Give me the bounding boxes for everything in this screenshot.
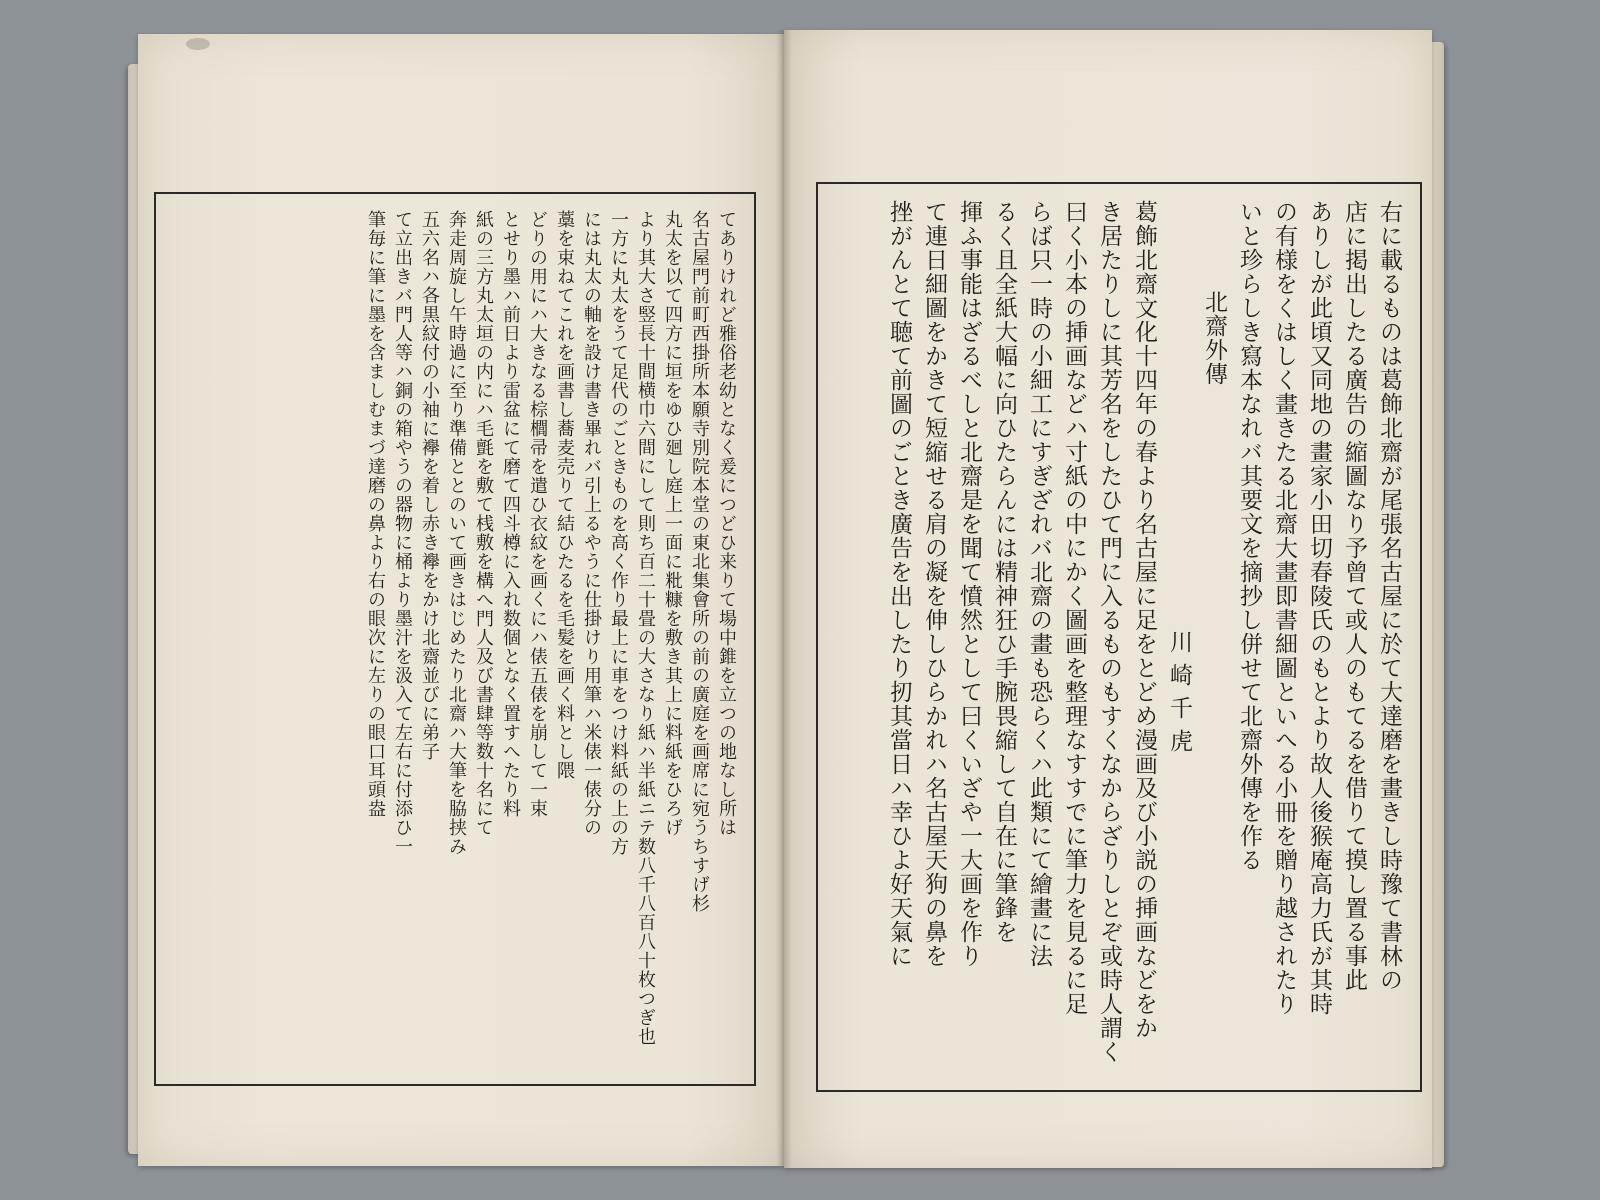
author-name: 川崎千虎 xyxy=(1166,630,1192,762)
text-column: いと珍らしき寫本なれバ其要文を摘抄し併せて北齋外傳を作る xyxy=(1236,200,1262,872)
book-gutter xyxy=(776,30,792,1168)
text-column: らば只一時の小細工にすぎざれバ北齋の畫も恐らくハ此類にて繪畫に法 xyxy=(1026,200,1052,968)
text-column: て立出きバ門人等ハ銅の箱やうの器物に桶より墨汁を汲入て左右に付添ひ一 xyxy=(392,210,413,856)
text-column: 藁を束ねてこれを画書し蕎麦売りて結ひたるを毛髪を画く料とし隈 xyxy=(554,210,575,780)
text-column: とせり墨ハ前日より雷盆にて磨て四斗樽に入れ数個となく置すへたり料 xyxy=(500,210,521,818)
text-column: 五六名ハ各黒紋付の小袖に襷を着し赤き襷をかけ北齋並びに弟子 xyxy=(419,210,440,761)
text-column: てありけれど雅俗老幼となく爰につどひ来りて場中錐を立つの地なし所は xyxy=(716,210,737,837)
text-column: より其大さ竪長十間横巾六間にして則ち百二十畳の大さなり紙ハ半紙ニテ数八千八百八十枚つぎ也 xyxy=(635,210,656,1046)
text-column: の有様をくはしく畫きたる北齋大畫即書細圖といへる小冊を贈り越されたり xyxy=(1271,200,1297,1016)
text-column: 名古屋門前町西掛所本願寺別院本堂の東北集會所の前の廣庭を画席に宛うちすげ杉 xyxy=(689,210,710,913)
text-column: て連日細圖をかきて短縮せる肩の凝を伸しひらかれハ名古屋天狗の鼻を xyxy=(921,200,947,968)
text-column: 曰く小本の挿画などハ寸紙の中にかく圖画を整理なすすでに筆力を見るに足 xyxy=(1061,200,1087,1016)
text-column: 筆毎に筆に墨を含ましむまづ達磨の鼻より右の眼次に左りの眼口耳頭盎 xyxy=(365,210,386,818)
text-column: 紙の三方丸太垣の内にハ毛氈を敷て桟敷を構へ門人及び書肆等数十名にて xyxy=(473,210,494,837)
text-column: るく且全紙大幅に向ひたらんには精神狂ひ手腕畏縮して自在に筆鋒を xyxy=(991,200,1017,944)
text-column: には丸太の軸を設け書き畢れバ引上るやうに仕掛けり用筆ハ米俵一俵分の xyxy=(581,210,602,837)
text-column: 葛飾北齋文化十四年の春より名古屋に足をとどめ漫画及び小説の挿画などをか xyxy=(1131,200,1157,1040)
text-column: 右に載るものは葛飾北齋が尾張名古屋に於て大達磨を畫きし時豫て書林の xyxy=(1376,200,1402,992)
text-column: ありしが此頃又同地の畫家小田切春陵氏のもとより故人後猴庵高力氏が其時 xyxy=(1306,200,1332,1016)
text-column: き居たりしに其芳名をしたひて門に入るものもすくなからざりしとぞ或時人謂く xyxy=(1096,200,1122,1064)
text-column: 奔走周旋し午時過に至り準備ととのいて画きはじめたり北齋ハ大筆を脇挟み xyxy=(446,210,467,856)
text-column: 一方に丸太をうて足代のごときものを高く作り最上に車をつけ料紙の上の方 xyxy=(608,210,629,856)
right-page-text xyxy=(832,200,1406,1072)
text-column: 店に掲出したる廣告の縮圖なり予曾て或人のもてるを借りて摸し置る事此 xyxy=(1341,200,1367,992)
text-column: 揮ふ事能はざるべしと北齋是を聞て憤然として曰くいざや一大画を作り xyxy=(956,200,982,968)
left-page-text xyxy=(168,210,740,1068)
text-column: どりの用にハ大きなる棕櫚帚を遣ひ衣紋を画くにハ俵五俵を崩して一束 xyxy=(527,210,548,818)
section-heading: 北齋外傳 xyxy=(1201,290,1227,386)
text-column: 丸太を以て四方に垣をゆひ廻し庭上一面に粃糠を敷き其上に料紙をひろげ xyxy=(662,210,683,837)
text-column: 挫がんとて聴て前圖のごとき廣告を出したり扨其當日ハ幸ひよ好天氣に xyxy=(886,200,912,968)
page-stain xyxy=(186,38,210,50)
